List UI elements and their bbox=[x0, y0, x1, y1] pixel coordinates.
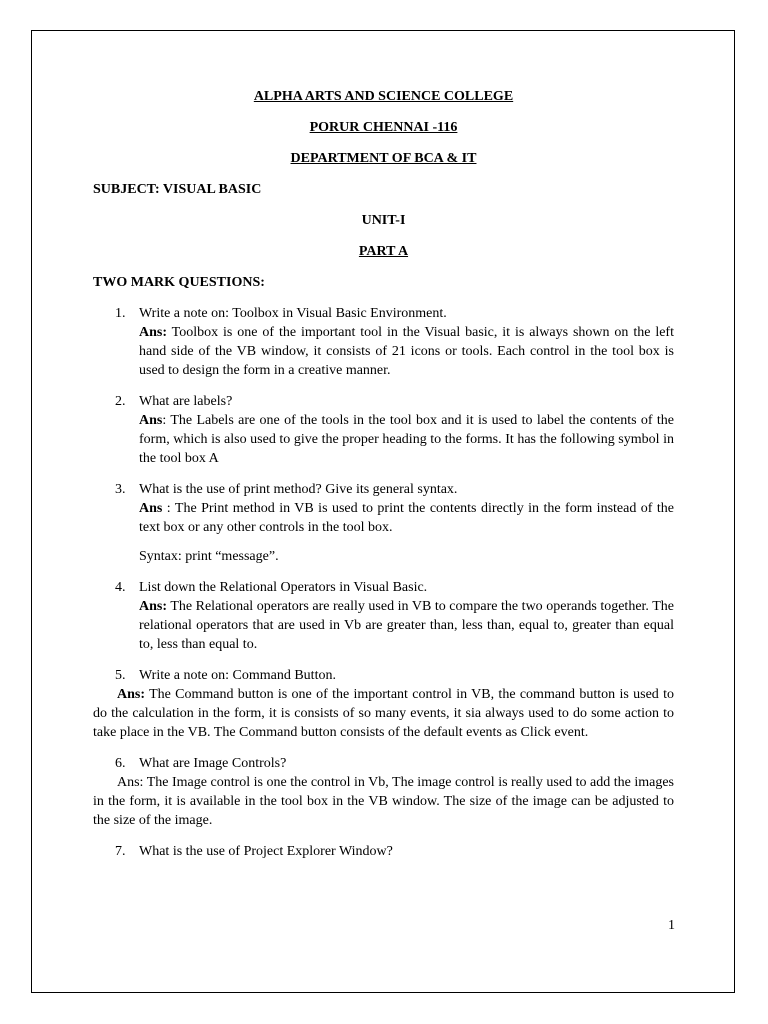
question-item bbox=[93, 304, 674, 380]
answer-body: The Relational operators are really used in VB to compare the two operands together. The relational operators that are used in Vb are greater than, less than, equal to, greater than equal to, less than equal to. bbox=[139, 599, 674, 652]
answer-text bbox=[139, 323, 674, 380]
syntax-line: Syntax: print “message”. bbox=[139, 549, 279, 564]
answer-body: Toolbox is one of the important tool in the Visual basic, it is always shown on the left hand side of the VB window, it consists of 21 icons or tools. Each control in the tool box is used to design the form in a creative manner. bbox=[139, 325, 674, 378]
answer-label: Ans bbox=[139, 501, 163, 516]
question-item bbox=[93, 578, 674, 654]
part-title: PART A bbox=[358, 244, 409, 259]
question-number: 1. bbox=[115, 306, 126, 321]
question-item bbox=[93, 480, 674, 566]
question-list bbox=[93, 304, 674, 861]
answer-label: Ans: bbox=[117, 687, 146, 702]
question-number: 6. bbox=[115, 756, 126, 771]
answer-label: Ans: bbox=[139, 325, 168, 340]
question-text: List down the Relational Operators in Visual Basic. bbox=[139, 580, 428, 595]
question-item bbox=[93, 392, 674, 468]
question-number: 5. bbox=[115, 668, 126, 683]
college-title: ALPHA ARTS AND SCIENCE COLLEGE bbox=[253, 89, 514, 104]
question-text: Write a note on: Command Button. bbox=[139, 668, 336, 683]
question-text: What is the use of Project Explorer Window? bbox=[139, 844, 393, 859]
answer-body: : The Labels are one of the tools in the tool box and it is used to label the contents of the form, which is also used to give the proper heading to the forms. It has the following symbol in the tool box A bbox=[139, 413, 674, 466]
question-text: What are labels? bbox=[139, 394, 233, 409]
document-body bbox=[93, 87, 674, 861]
answer-text bbox=[93, 685, 674, 742]
unit-title: UNIT-I bbox=[361, 213, 406, 228]
question-text: Write a note on: Toolbox in Visual Basic Environment. bbox=[139, 306, 447, 321]
question-item bbox=[93, 842, 674, 861]
page-number: 1 bbox=[668, 918, 675, 933]
answer-text bbox=[139, 597, 674, 654]
question-text: What is the use of print method? Give its general syntax. bbox=[139, 482, 458, 497]
question-number: 3. bbox=[115, 482, 126, 497]
answer-label: Ans bbox=[139, 413, 163, 428]
answer-text: Ans: The Image control is one the control in Vb, The image control is really used to add the images in the form, it is available in the tool box in the VB window. The size of the image can be adjusted to the size of the image. bbox=[93, 775, 674, 828]
department-title: DEPARTMENT OF BCA & IT bbox=[290, 151, 477, 166]
answer-text bbox=[139, 411, 674, 468]
question-number: 7. bbox=[115, 844, 126, 859]
answer-body: : The Print method in VB is used to print the contents directly in the form instead of the text box or any other controls in the tool box. bbox=[139, 501, 674, 535]
college-location: PORUR CHENNAI -116 bbox=[309, 120, 458, 135]
answer-text bbox=[139, 499, 674, 537]
answer-label: Ans: bbox=[139, 599, 168, 614]
answer-body: The Command button is one of the important control in VB, the command button is used to do the calculation in the form, it is consists of so many events, it sia always used to do some action to take place in the VB. The Command button consists of the default events as Click event. bbox=[93, 687, 674, 740]
subject-line: SUBJECT: VISUAL BASIC bbox=[93, 182, 262, 197]
question-text: What are Image Controls? bbox=[139, 756, 287, 771]
question-item bbox=[93, 754, 674, 830]
question-number: 4. bbox=[115, 580, 126, 595]
section-title: TWO MARK QUESTIONS: bbox=[93, 275, 265, 290]
question-item bbox=[93, 666, 674, 742]
question-number: 2. bbox=[115, 394, 126, 409]
